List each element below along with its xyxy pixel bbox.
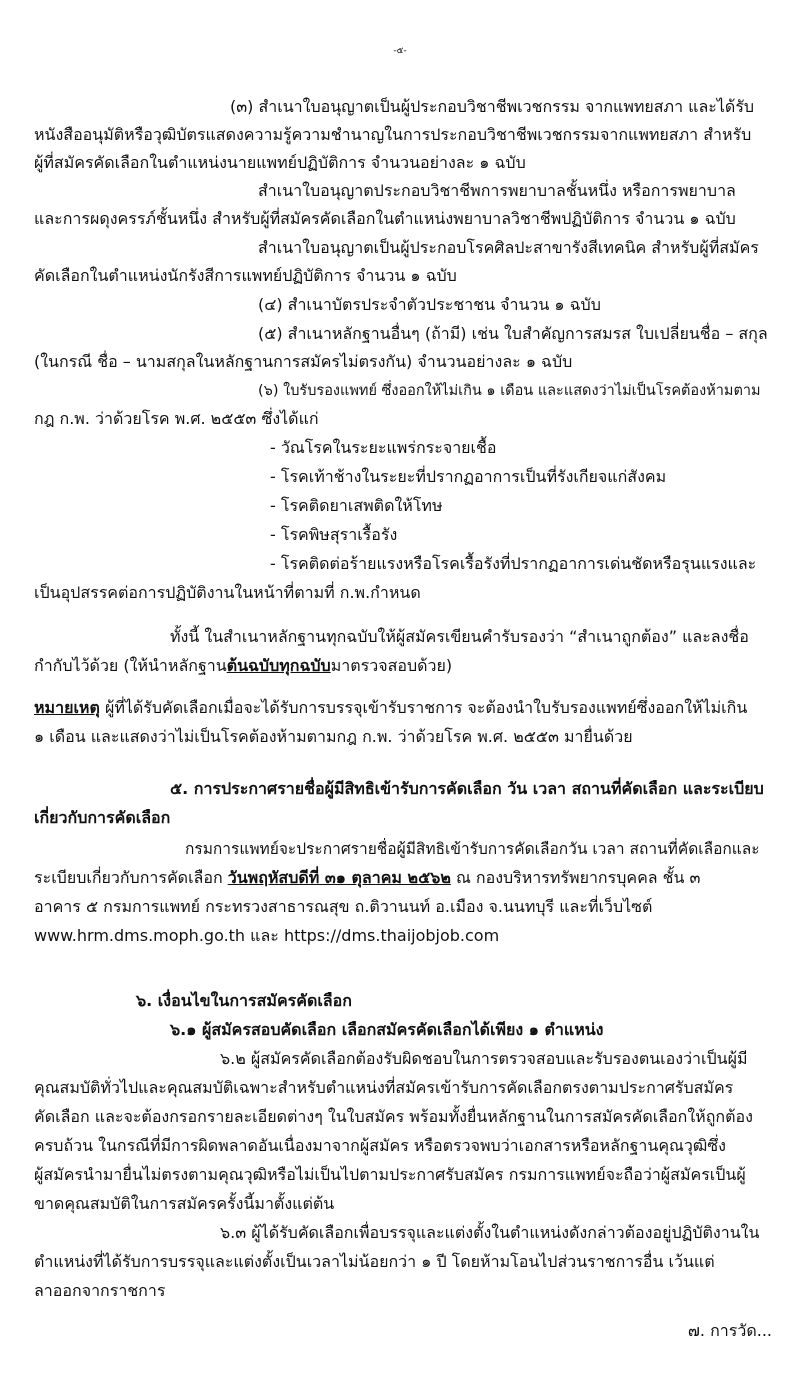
item-3-line-3: ผู้ที่สมัครคัดเลือกในตำแหน่งนายแพทย์ปฏิบัติการ จำนวนอย่างละ ๑ ฉบับ [34, 153, 526, 172]
disease-item: - โรคติดยาเสพติดให้โทษ [270, 496, 443, 515]
section-6-3-line: ลาออกจากราชการ [34, 1281, 166, 1300]
certify-text-c: มาตรวจสอบด้วย) [330, 656, 453, 675]
note-line-2: ๑ เดือน และแสดงว่าไม่เป็นโรคต้องห้ามตามกฎ ก.พ. ว่าด้วยโรค พ.ศ. ๒๕๕๓ มายื่นด้วย [34, 727, 633, 746]
nurse-license-line-2: และการผดุงครรภ์ชั้นหนึ่ง สำหรับผู้ที่สมัครคัดเลือกในตำแหน่งพยาบาลวิชาชีพปฏิบัติการ จำนวน ๑ ฉบับ [34, 209, 736, 228]
section-5-line-1: กรมการแพทย์จะประกาศรายชื่อผู้มีสิทธิเข้ารับการคัดเลือกวัน เวลา สถานที่คัดเลือกและ [185, 840, 760, 858]
item-6-line-1: (๖) ใบรับรองแพทย์ ซึ่งออกให้ไม่เกิน ๑ เดือน และแสดงว่าไม่เป็นโรคต้องห้ามตาม [258, 383, 761, 399]
section-6-heading: ๖. เงื่อนไขในการสมัครคัดเลือก [136, 991, 352, 1010]
section-5-line-3: อาคาร ๕ กรมการแพทย์ กระทรวงสาธารณสุข ถ.ติวานนท์ อ.เมือง จ.นนทบุรี และที่เว็บไซต์ [34, 897, 653, 916]
next-page-marker: ๗. การวัด... [687, 1321, 772, 1340]
section-5-text-a: ระเบียบเกี่ยวกับการคัดเลือก [34, 868, 228, 887]
item-3-line-2: หนังสืออนุมัติหรือวุฒิบัตรแสดงความรู้ความชำนาญในการประกอบวิชาชีพเวชกรรมจากแพทยสภา สำหรับ [34, 125, 752, 144]
section-6-3-line: ตำแหน่งที่ได้รับการบรรจุและแต่งตั้งเป็นเวลาไม่น้อยกว่า ๑ ปี โดยห้ามโอนไปส่วนราชการอื่น เว้นแต่ [34, 1252, 715, 1271]
section-6-2-line: ครบถ้วน ในกรณีที่มีการผิดพลาดอันเนื่องมาจากผู้สมัคร หรือตรวจพบว่าเอกสารหรือหลักฐานคุณวุฒิซึ่ง [34, 1136, 726, 1155]
radiology-license-line-2: คัดเลือกในตำแหน่งนักรังสีการแพทย์ปฏิบัติการ จำนวน ๑ ฉบับ [34, 266, 457, 285]
section-6-2-line: คัดเลือก และจะต้องกรอกรายละเอียดต่างๆ ในใบสมัคร พร้อมทั้งยื่นหลักฐานในการสมัครคัดเลือกให้ถูกต้อง [34, 1107, 753, 1126]
page-number: -๕- [393, 46, 407, 56]
section-5-heading-cont: เกี่ยวกับการคัดเลือก [34, 808, 171, 827]
nurse-license-line-1: สำเนาใบอนุญาตประกอบวิชาชีพการพยาบาลชั้นหนึ่ง หรือการพยาบาล [258, 181, 736, 200]
certify-line-1: ทั้งนี้ ในสำเนาหลักฐานทุกฉบับให้ผู้สมัครเขียนคำรับรองว่า “สำเนาถูกต้อง” และลงชื่อ [170, 627, 749, 646]
announcement-date: วันพฤหัสบดีที่ ๓๑ ตุลาคม ๒๕๖๒ [227, 868, 451, 887]
note-line-1 [34, 697, 747, 719]
section-5-websites: www.hrm.dms.moph.go.th และ https://dms.thaijobjob.com [34, 926, 500, 945]
section-5-line-2 [34, 867, 700, 889]
section-6-2-line: ๖.๒ ผู้สมัครคัดเลือกต้องรับผิดชอบในการตรวจสอบและรับรองตนเองว่าเป็นผู้มี [220, 1049, 748, 1068]
item-6-line-2: กฎ ก.พ. ว่าด้วยโรค พ.ศ. ๒๕๕๓ ซึ่งได้แก่ [34, 409, 319, 428]
note-text: ผู้ที่ได้รับคัดเลือกเมื่อจะได้รับการบรรจุเข้ารับราชการ จะต้องนำใบรับรองแพทย์ซึ่งออกให้ไม่เกิน [99, 698, 748, 717]
disease-item: - โรคเท้าช้างในระยะที่ปรากฏอาการเป็นที่รังเกียจแก่สังคม [270, 467, 667, 486]
section-5-text-c: ณ กองบริหารทรัพยากรบุคคล ชั้น ๓ [450, 868, 701, 887]
section-5-heading: ๕. การประกาศรายชื่อผู้มีสิทธิเข้ารับการคัดเลือก วัน เวลา สถานที่คัดเลือก และระเบียบ [170, 779, 764, 798]
disease-item-continuation: เป็นอุปสรรคต่อการปฏิบัติงานในหน้าที่ตามที่ ก.พ.กำหนด [34, 583, 421, 602]
section-6-1-number: ๖.๑ ผู้สมัครสอบคัดเลือก [170, 1020, 342, 1039]
item-4: (๔) สำเนาบัตรประจำตัวประชาชน จำนวน ๑ ฉบับ [258, 295, 601, 314]
radiology-license-line-1: สำเนาใบอนุญาตเป็นผู้ประกอบโรคศิลปะสาขารังสีเทคนิค สำหรับผู้ที่สมัคร [258, 238, 759, 257]
section-6-1-text: เลือกสมัครคัดเลือกได้เพียง ๑ ตำแหน่ง [341, 1020, 604, 1039]
section-6-2-line: คุณสมบัติทั่วไปและคุณสมบัติเฉพาะสำหรับตำแหน่งที่สมัครเข้ารับการคัดเลือกตรงตามประกาศรับสมัคร [34, 1078, 734, 1097]
section-6-2-line: ผู้สมัครนำมายื่นไม่ตรงตามคุณวุฒิหรือไม่เป็นไปตามประกาศรับสมัคร กรมการแพทย์จะถือว่าผู้สมัครเป็นผู้ [34, 1165, 746, 1184]
item-5-line-1: (๕) สำเนาหลักฐานอื่นๆ (ถ้ามี) เช่น ใบสำคัญการสมรส ใบเปลี่ยนชื่อ – สกุล [258, 324, 768, 343]
disease-item: - โรคพิษสุราเรื้อรัง [270, 525, 398, 544]
section-6-1 [170, 1019, 603, 1041]
section-6-2-line: ขาดคุณสมบัติในการสมัครครั้งนี้มาตั้งแต่ต้น [34, 1194, 335, 1213]
item-3-line-1: (๓) สำเนาใบอนุญาตเป็นผู้ประกอบวิชาชีพเวชกรรม จากแพทยสภา และได้รับ [230, 97, 755, 116]
certify-emphasis: ต้นฉบับทุกฉบับ [226, 656, 331, 675]
disease-item: - โรคติดต่อร้ายแรงหรือโรคเรื้อรังที่ปรากฏอาการเด่นชัดหรือรุนแรงและ [270, 554, 757, 573]
note-label: หมายเหตุ [34, 698, 100, 717]
certify-text-a: กำกับไว้ด้วย (ให้นำหลักฐาน [34, 656, 227, 675]
section-6-3-line: ๖.๓ ผู้ได้รับคัดเลือกเพื่อบรรจุและแต่งตั้งในตำแหน่งดังกล่าวต้องอยู่ปฏิบัติงานใน [220, 1223, 760, 1242]
disease-item: - วัณโรคในระยะแพร่กระจายเชื้อ [270, 438, 497, 457]
item-5-line-2: (ในกรณี ชื่อ – นามสกุลในหลักฐานการสมัครไม่ตรงกัน) จำนวนอย่างละ ๑ ฉบับ [34, 352, 573, 371]
certify-line-2 [34, 655, 452, 677]
